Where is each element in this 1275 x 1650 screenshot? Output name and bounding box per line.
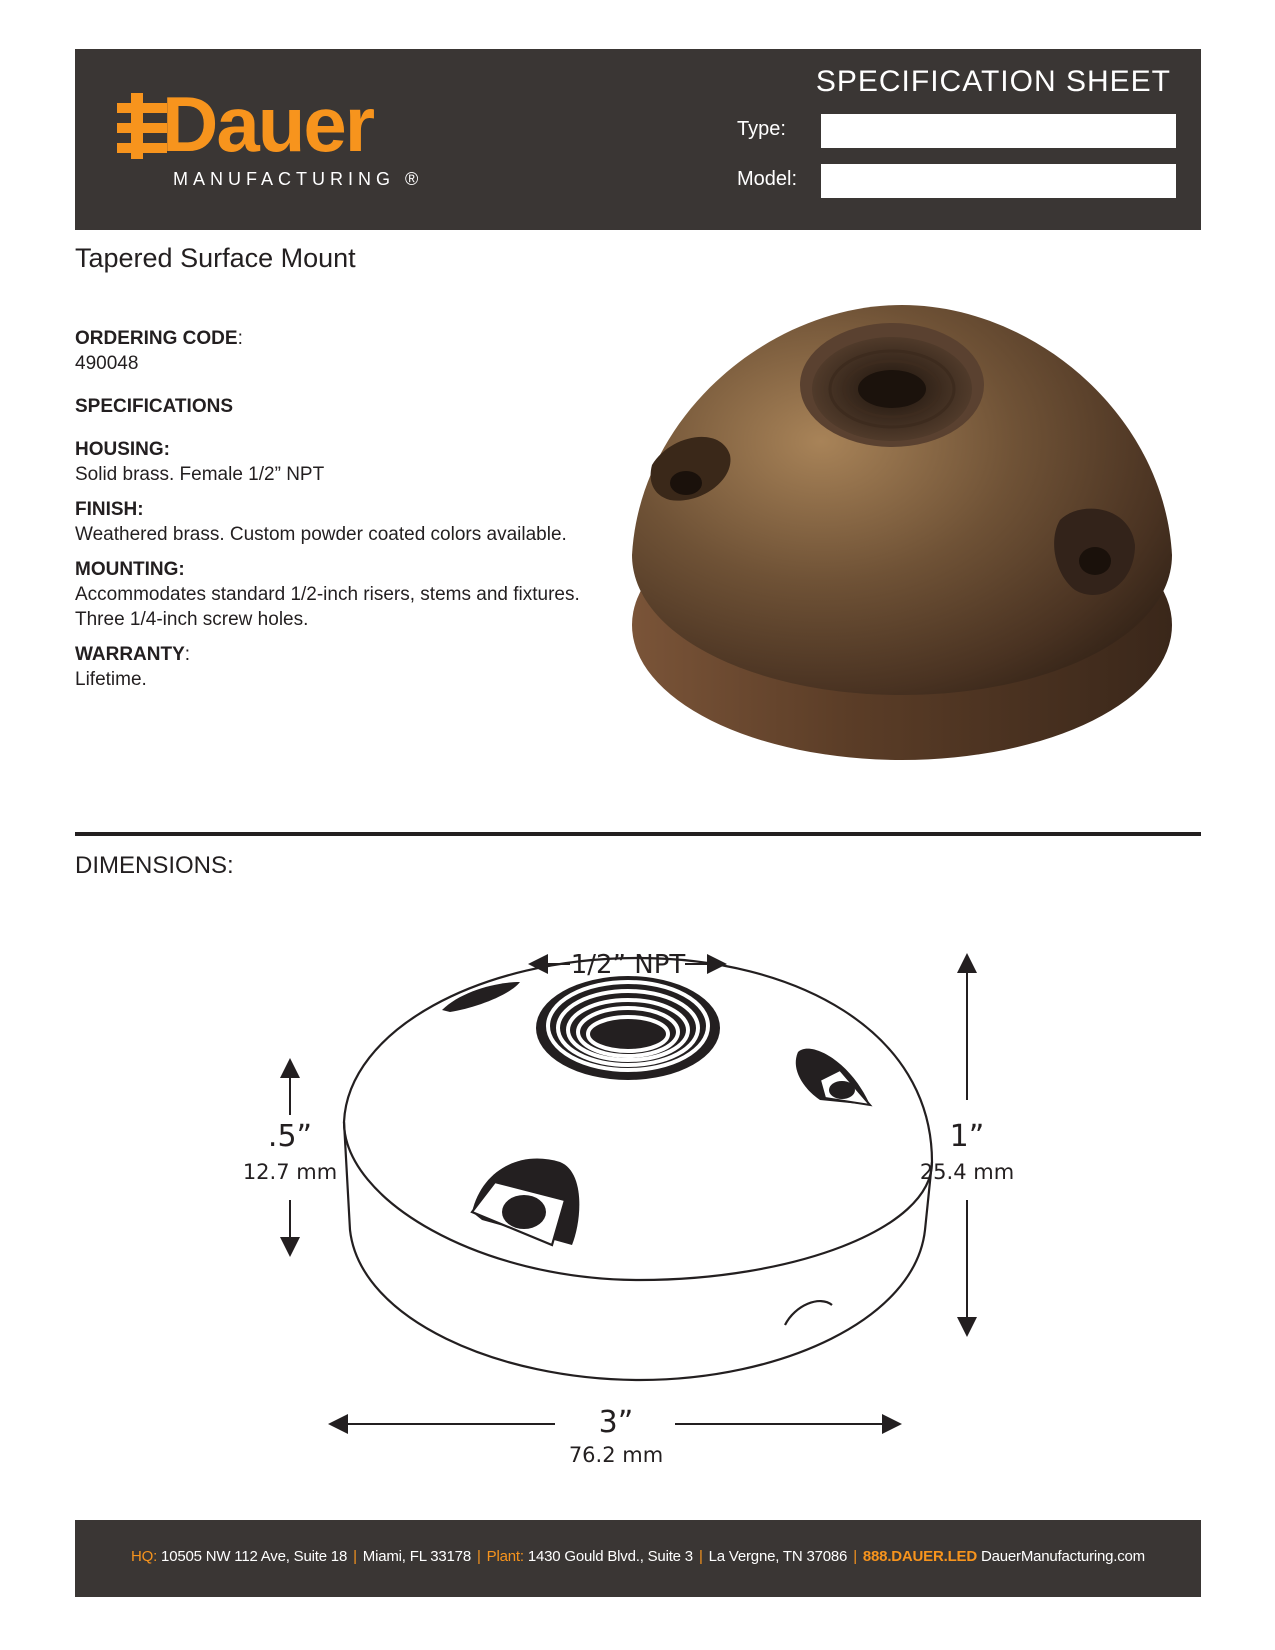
- header-bar: [75, 49, 1201, 230]
- npt-label: 1/2” NPT: [570, 950, 686, 980]
- three-inch-label: 3”: [598, 1405, 634, 1440]
- ordering-code-value: 490048: [75, 353, 139, 374]
- half-inch-label: .5”: [267, 1119, 313, 1154]
- warranty-colon: :: [184, 644, 191, 665]
- plant-address: 1430 Gould Blvd., Suite 3: [527, 1548, 693, 1565]
- warranty-value: Lifetime.: [75, 669, 147, 690]
- ordering-code-block: [75, 326, 595, 376]
- website-link[interactable]: DauerManufacturing.com: [980, 1548, 1145, 1565]
- threaded-hole-icon: [536, 976, 720, 1080]
- dimension-drawing: [220, 900, 1080, 1520]
- model-field[interactable]: [821, 164, 1176, 198]
- hq-address: 10505 NW 112 Ave, Suite 18: [161, 1548, 348, 1565]
- logo-subtitle: MANUFACTURING ®: [173, 169, 424, 189]
- plant-city: La Vergne, TN 37086: [708, 1548, 848, 1565]
- phone-number[interactable]: 888.DAUER.LED: [862, 1548, 977, 1565]
- housing-value: Solid brass. Female 1/2” NPT: [75, 464, 325, 485]
- housing-block: [75, 437, 595, 487]
- specifications-list: [75, 326, 595, 702]
- footer-contact-line: HQ: 10505 NW 112 Ave, Suite 18 | Miami, FL 33178 | Plant: 1430 Gould Blvd., Suite 3 | La Vergne, TN 37086 | 888.DAUER.LED DauerManufacturing.com: [131, 1548, 1145, 1565]
- one-inch-label: 1”: [949, 1119, 985, 1154]
- top-slot-icon: [442, 982, 520, 1012]
- product-title: Tapered Surface Mount: [75, 243, 356, 273]
- logo-wordmark: Dauer: [162, 80, 374, 168]
- mounting-value: Accommodates standard 1/2-inch risers, stems and fixtures. Three 1/4-inch screw holes.: [75, 584, 580, 630]
- hq-city: Miami, FL 33178: [362, 1548, 471, 1565]
- front-screw-hole-icon: [472, 1159, 579, 1245]
- hq-label: HQ:: [131, 1548, 158, 1565]
- type-label: Type:: [737, 118, 786, 140]
- footer-bar: [75, 1520, 1201, 1597]
- finish-label: FINISH:: [75, 499, 144, 520]
- plant-label: Plant:: [486, 1548, 524, 1565]
- three-inch-mm-label: 76.2 mm: [568, 1443, 664, 1467]
- model-label: Model:: [737, 168, 798, 190]
- sheet-title: SPECIFICATION SHEET: [815, 65, 1171, 98]
- finish-value: Weathered brass. Custom powder coated colors available.: [75, 524, 567, 545]
- company-logo: [117, 80, 477, 195]
- ordering-code-colon: :: [237, 328, 243, 349]
- section-divider: [75, 832, 1201, 836]
- mounting-label: MOUNTING:: [75, 559, 185, 580]
- warranty-label: WARRANTY: [75, 644, 185, 665]
- one-inch-mm-label: 25.4 mm: [919, 1160, 1015, 1184]
- right-screw-hole-icon: [796, 1049, 870, 1105]
- half-inch-mm-label: 12.7 mm: [242, 1160, 338, 1184]
- finish-block: [75, 497, 595, 547]
- specifications-heading: SPECIFICATIONS: [75, 396, 233, 417]
- warranty-block: [75, 642, 595, 692]
- ordering-code-label: ORDERING CODE: [75, 328, 238, 349]
- product-photo: [630, 305, 1175, 765]
- housing-label: HOUSING:: [75, 439, 170, 460]
- type-field[interactable]: [821, 114, 1176, 148]
- mounting-block: [75, 557, 595, 632]
- dimensions-heading: DIMENSIONS:: [75, 852, 234, 879]
